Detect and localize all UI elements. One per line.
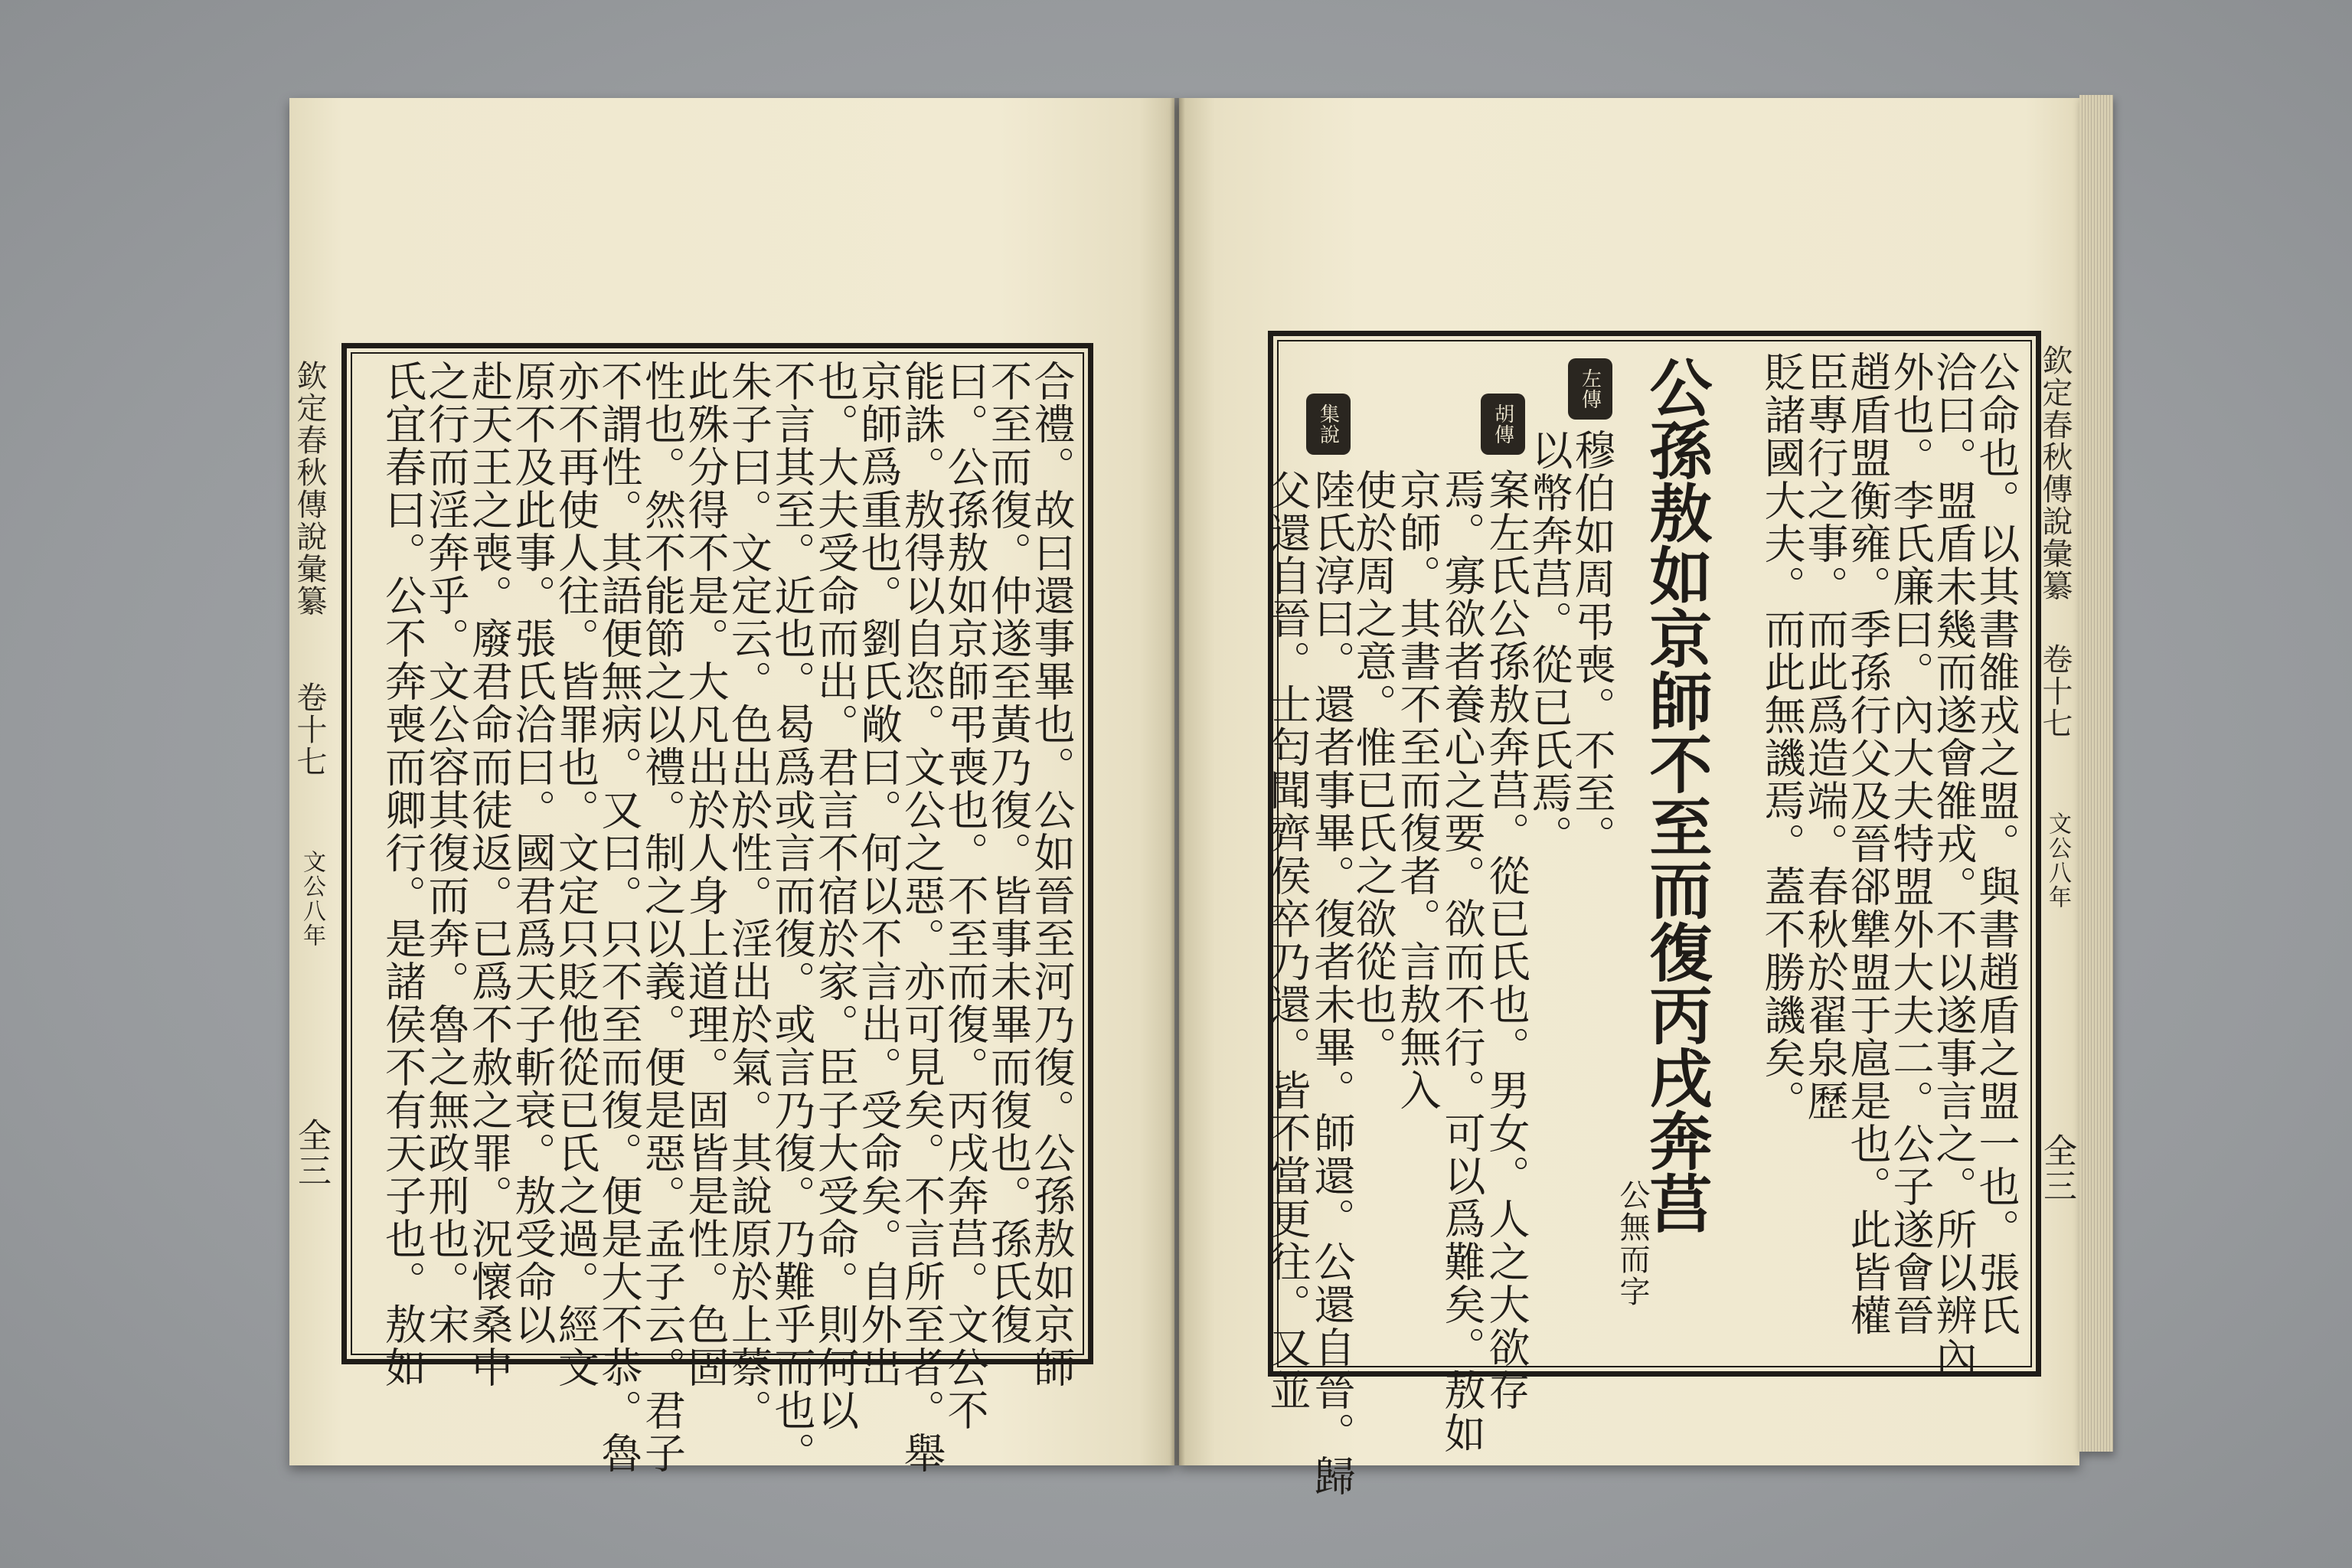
headline: 公孫敖如京師不至而復丙戌奔莒 xyxy=(1639,355,1713,1234)
commentary-column: 外也。李氏廉曰。內大夫特盟外大夫二。公子遂會晉 xyxy=(1886,351,1935,1337)
right-chapter: 文公八年 xyxy=(2044,812,2071,910)
text-column: 京師爲重也。劉氏敞曰。何以不言出。受命矣。自外出 xyxy=(854,360,903,1389)
text-column: 朱子曰。文定云。色出於性。淫出於氣。其說原於上蔡。 xyxy=(724,360,773,1432)
huzhuan-column: 使於周之意。惟已氏之欲從也。 xyxy=(1349,469,1397,1069)
text-column: 合禮。故曰還事畢也。公如晉至河乃復。公孫敖如京師 xyxy=(1027,360,1076,1389)
page-edges xyxy=(2079,95,2113,1452)
text-column: 也。大夫受命而出。君言不宿於家。臣子大受命。則何以 xyxy=(811,360,860,1432)
text-column: 氏宜春曰。公不奔喪而卿行。是諸侯不有天子也。敖如 xyxy=(378,360,427,1389)
huzhuan-column: 案左氏公孫敖奔莒。從已氏也。男女。人之大欲存 xyxy=(1482,469,1530,1412)
zuozhuan-label: 左傳 xyxy=(1568,358,1612,420)
huzhuan-label: 胡傳 xyxy=(1481,394,1525,455)
right-volume: 卷十七 xyxy=(2037,643,2073,740)
text-column: 赴天王之喪。廢君命而徒返。已爲不赦之罪。況懷桑中 xyxy=(465,360,514,1389)
zuozhuan-column: 穆伯如周弔喪。不至。 xyxy=(1568,429,1616,858)
jishuo-label: 集說 xyxy=(1306,394,1351,455)
text-column: 原不及此事。張氏洽曰。國君爲天子斬衰。敖受命以 xyxy=(508,360,557,1346)
commentary-column: 洽曰。盟盾未幾而遂會雒戎。不以遂事言之。所以辨內 xyxy=(1929,351,1978,1380)
book-gutter xyxy=(1170,98,1185,1465)
right-margin-title: 欽定春秋傳說彙纂 xyxy=(2037,345,2073,602)
text-column: 性也。然不能節之以禮。制之以義。便是惡。孟子云。君子 xyxy=(638,360,687,1475)
jishuo-column: 陸氏淳曰。還者事畢。復者未畢。師還。公還自晉。歸 xyxy=(1308,469,1356,1498)
commentary-column: 趙盾盟衡雍。季孫行父及晉郤犨盟于扈是也。此皆權 xyxy=(1844,351,1892,1337)
huzhuan-column: 京師。其書不至而復者。言敖無入 xyxy=(1393,469,1442,1112)
text-column: 不至而復。仲遂至黃乃復。皆事未畢而復也。孫氏復 xyxy=(984,360,1033,1346)
commentary-column: 臣專行之事。而此爲造端。春秋於翟泉歷 xyxy=(1801,351,1849,1122)
right-page-number: 全三 xyxy=(2037,1133,2076,1204)
left-volume: 卷十七 xyxy=(292,681,327,778)
text-column: 不言其至。近也。曷爲或言而復。或言乃復。乃難乎而也。 xyxy=(768,360,816,1475)
text-column: 此殊分得不是。大凡出於人身上道理。固皆是性。色固 xyxy=(681,360,730,1389)
text-column: 曰。公孫敖如京師弔喪也。不至而復。丙戌奔莒。文公不 xyxy=(941,360,989,1432)
commentary-column: 公命也。以其書雒戎之盟。與書趙盾之盟一也。張氏 xyxy=(1972,351,2020,1337)
left-page-number: 全三 xyxy=(292,1118,331,1188)
left-margin-title: 欽定春秋傳說彙纂 xyxy=(292,360,327,617)
huzhuan-column: 焉。寡欲者養心之要。欲而不行。可以爲難矣。敖如 xyxy=(1438,469,1486,1455)
text-column: 能誅。敖得以自恣。文公之惡。亦可見矣。不言所至者。舉 xyxy=(897,360,946,1475)
commentary-column: 貶諸國大夫。而此無譏焉。蓋不勝譏矣。 xyxy=(1758,351,1806,1122)
headline-note: 公無而字 xyxy=(1615,1179,1650,1308)
zuozhuan-column: 以幣奔莒。從已氏焉。 xyxy=(1525,429,1573,858)
text-column: 不謂性。其語便無病。又曰。只不至而復。便是大不恭。魯 xyxy=(595,360,643,1475)
text-column: 之行而淫奔乎。文公容其復而奔。魯之無政刑也。宋 xyxy=(422,360,470,1346)
text-column: 亦不再使人往。皆罪也。文定只貶他從已氏之過。經文 xyxy=(551,360,600,1389)
jishuo-column: 父還自晉。士匄聞齊侯卒乃還。皆不當更往。又並 xyxy=(1263,469,1312,1412)
left-chapter: 文公八年 xyxy=(299,850,325,948)
